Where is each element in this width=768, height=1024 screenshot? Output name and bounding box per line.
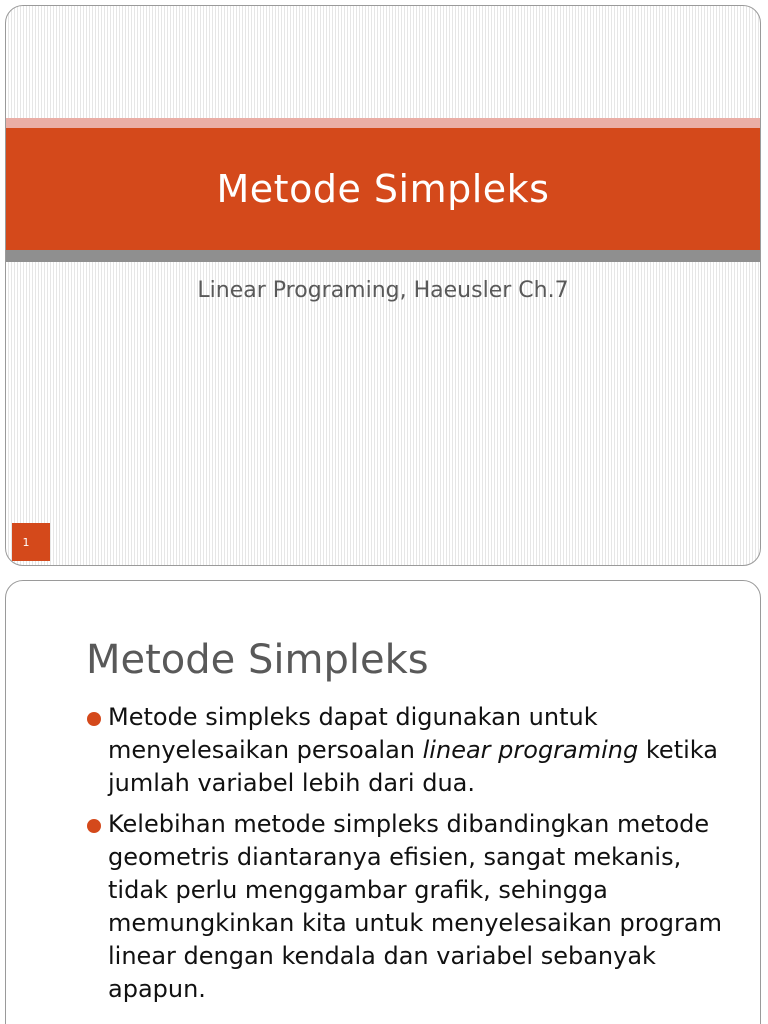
bullet-list	[86, 701, 736, 1014]
slide-2-title: Metode Simpleks	[86, 637, 429, 683]
slide-number: 1	[22, 535, 30, 549]
bullet-text: Metode simpleks dapat digunakan untuk menyelesaikan persoalan	[108, 703, 598, 764]
title-band	[6, 128, 760, 250]
bullet-dot-icon	[87, 712, 101, 726]
slide-1-title: Metode Simpleks	[216, 167, 550, 211]
bullet-dot-icon	[87, 819, 101, 833]
slide-1-subtitle: Linear Programing, Haeusler Ch.7	[197, 278, 569, 303]
bullet-text: Kelebihan metode simpleks dibandingkan metode geometris diantaranya efisien, sangat mekanis, tidak perlu menggambar grafik, sehingga memungkinkan kita untuk menyelesaikan program linear dengan kendala dan variabel sebanyak apapun.	[108, 810, 722, 1003]
slide-number-badge	[12, 523, 50, 561]
slide-2	[5, 580, 761, 1024]
gray-accent-band	[6, 250, 760, 262]
slide-1	[5, 5, 761, 566]
bullet-text: ketika jumlah variabel lebih dari dua.	[108, 736, 718, 797]
pink-accent-band	[6, 118, 760, 128]
bullet-item	[86, 701, 736, 800]
bullet-text-emphasis: linear programing	[422, 736, 639, 764]
bullet-item	[86, 808, 736, 1006]
